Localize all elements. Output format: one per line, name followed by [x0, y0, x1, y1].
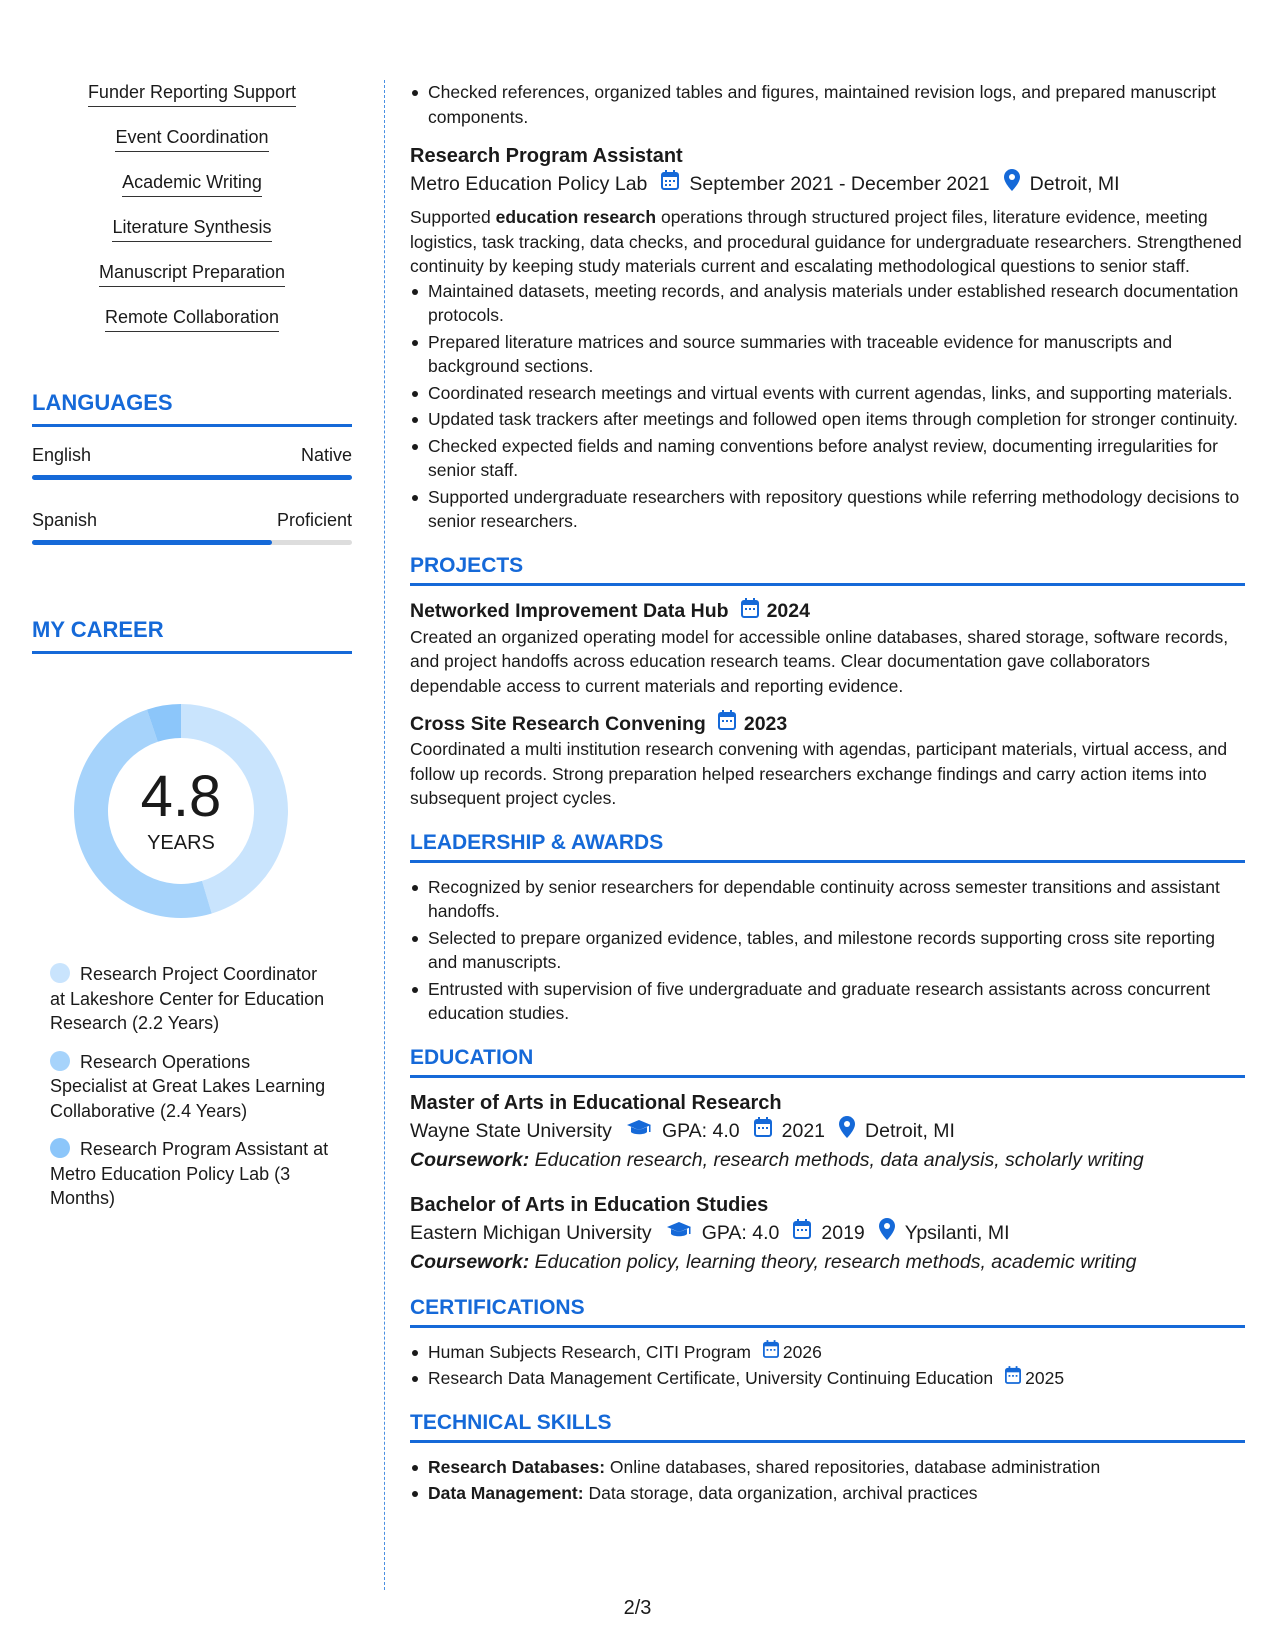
project-description: Coordinated a multi institution research convening with agendas, participant materials, virtual access, and follow up records. Strong preparation helped researchers exchange findings and carry action items into subsequent project cycles. — [410, 739, 1228, 808]
school: Eastern Michigan University — [410, 1221, 652, 1244]
education-entry — [410, 1192, 1245, 1276]
graduation-cap-icon — [626, 1117, 652, 1145]
skill-tag: Funder Reporting Support — [88, 80, 296, 107]
calendar-icon — [793, 1219, 811, 1247]
bullet-item: Supported undergraduate researchers with repository questions while referring methodology decisions to senior researchers. — [410, 485, 1245, 534]
education-meta — [410, 1116, 1245, 1146]
legend-text: Research Program Assistant at Metro Education Policy Lab (3 Months) — [50, 1139, 329, 1208]
bullet-item: Recognized by senior researchers for dependable continuity across semester transitions and assistant handoffs. — [410, 875, 1245, 924]
technical-skills-list — [410, 1455, 1245, 1506]
language-item — [32, 443, 352, 480]
bullet-item: Prepared literature matrices and source summaries with traceable evidence for manuscripts and background sections. — [410, 330, 1245, 379]
language-bar — [32, 540, 352, 545]
calendar-icon — [661, 170, 679, 198]
language-name: Spanish — [32, 510, 98, 530]
career-section — [32, 617, 352, 1211]
skill-tag: Event Coordination — [115, 125, 268, 152]
page-number: 2/3 — [623, 1597, 652, 1619]
bullet-item: Checked expected fields and naming conventions before analyst review, documenting irregularities for senior staff. — [410, 434, 1245, 483]
project-title: Cross Site Research Convening — [410, 712, 706, 735]
technical-skill-item: Data Management: Data storage, data organization, archival practices — [410, 1481, 1245, 1506]
bullet-item: Coordinated research meetings and virtual events with current agendas, links, and supporting materials. — [410, 381, 1245, 406]
job-bullets — [410, 279, 1245, 534]
legend-dot — [50, 963, 70, 983]
career-heading: MY CAREER — [32, 617, 352, 654]
project-entry — [410, 710, 1245, 811]
bullet-item: Entrusted with supervision of five undergraduate and graduate research assistants across concurrent education studies. — [410, 977, 1245, 1026]
main-column — [410, 80, 1245, 1508]
degree: Master of Arts in Educational Research — [410, 1091, 782, 1114]
calendar-icon — [741, 598, 759, 625]
career-legend-item — [50, 1050, 330, 1124]
column-divider — [384, 80, 385, 1590]
calendar-icon — [763, 1340, 779, 1365]
leadership-bullets — [410, 875, 1245, 1026]
certifications-heading: CERTIFICATIONS — [410, 1296, 1245, 1328]
skill-tag: Literature Synthesis — [112, 215, 271, 242]
language-item — [32, 508, 352, 545]
project-entry — [410, 598, 1245, 699]
languages-heading: LANGUAGES — [32, 390, 352, 427]
job-entry — [410, 143, 1245, 534]
project-year: 2023 — [743, 712, 788, 735]
projects-heading: PROJECTS — [410, 554, 1245, 586]
certifications-list — [410, 1340, 1245, 1391]
gpa: GPA: 4.0 — [661, 1119, 740, 1142]
skill-tag: Academic Writing — [122, 170, 262, 197]
legend-dot — [50, 1051, 70, 1071]
skill-tags — [32, 80, 352, 350]
language-name: English — [32, 445, 92, 465]
leadership-heading: LEADERSHIP & AWARDS — [410, 831, 1245, 863]
graduation-cap-icon — [666, 1219, 692, 1247]
career-legend-item — [50, 1137, 330, 1211]
job-location: Detroit, MI — [1029, 173, 1120, 195]
project-description: Created an organized operating model for accessible online databases, shared storage, software records, and project handoffs across education research teams. Clear documentation gave collaborators dependable access to current materials and reporting evidence. — [410, 626, 1229, 696]
technical-skill-item: Research Databases: Online databases, shared repositories, database administration — [410, 1455, 1245, 1480]
job-meta — [410, 169, 1245, 199]
school-location: Detroit, MI — [865, 1119, 955, 1142]
bullet-item: Maintained datasets, meeting records, and analysis materials under established research documentation protocols. — [410, 279, 1245, 328]
language-level: Native — [300, 445, 352, 465]
job-dates: September 2021 - December 2021 — [689, 173, 990, 195]
career-legend-item — [50, 962, 330, 1036]
project-year: 2024 — [766, 600, 810, 622]
coursework: Coursework: Education policy, learning theory, research methods, academic writing — [410, 1250, 1137, 1273]
legend-dot — [50, 1138, 70, 1158]
job-summary: Supported education research operations through structured project files, literature evidence, meeting logistics, task tracking, data checks, and procedural guidance for undergraduate researchers. Strengthened continuity by keeping study materials current and escalating methodological questions to senior staff. — [410, 207, 1242, 276]
job-org: Metro Education Policy Lab — [410, 173, 648, 195]
graduation-year: 2021 — [781, 1119, 826, 1142]
calendar-icon — [1005, 1366, 1021, 1391]
legend-text: Research Project Coordinator at Lakeshore Center for Education Research (2.2 Years) — [50, 964, 325, 1033]
bullet-item: Checked references, organized tables and figures, maintained revision logs, and prepared manuscript components. — [410, 80, 1245, 129]
bullet-item: Updated task trackers after meetings and followed open items through completion for stronger continuity. — [410, 407, 1245, 432]
map-pin-icon — [1004, 169, 1020, 199]
technical-skills-heading: TECHNICAL SKILLS — [410, 1411, 1245, 1443]
job-title: Research Program Assistant — [410, 145, 683, 167]
calendar-icon — [754, 1117, 772, 1145]
degree: Bachelor of Arts in Education Studies — [410, 1193, 769, 1216]
language-bar-fill — [32, 475, 352, 480]
project-title: Networked Improvement Data Hub — [410, 600, 729, 622]
map-pin-icon — [879, 1218, 895, 1248]
career-unit: YEARS — [147, 831, 215, 854]
map-pin-icon — [839, 1116, 855, 1146]
graduation-year: 2019 — [821, 1221, 865, 1244]
certification-item: Human Subjects Research, CITI Program 2026 — [410, 1340, 1245, 1365]
carry-over-bullets — [410, 80, 1245, 129]
school-location: Ypsilanti, MI — [904, 1221, 1010, 1244]
languages-section — [32, 390, 352, 545]
career-total: 4.8 — [140, 763, 222, 829]
legend-text: Research Operations Specialist at Great Lakes Learning Collaborative (2.4 Years) — [50, 1051, 326, 1121]
education-meta — [410, 1218, 1245, 1248]
certification-item: Research Data Management Certificate, University Continuing Education 2025 — [410, 1366, 1245, 1391]
language-bar-fill — [32, 540, 272, 545]
education-entry — [410, 1090, 1245, 1174]
calendar-icon — [718, 710, 736, 737]
coursework: Coursework: Education research, research methods, data analysis, scholarly writing — [410, 1148, 1144, 1171]
sidebar — [32, 80, 352, 1225]
bullet-item: Selected to prepare organized evidence, tables, and milestone records supporting cross site reporting and manuscripts. — [410, 926, 1245, 975]
gpa: GPA: 4.0 — [701, 1221, 780, 1244]
career-donut — [66, 696, 296, 926]
language-level: Proficient — [276, 510, 352, 530]
skill-tag: Remote Collaboration — [105, 305, 279, 332]
skill-tag: Manuscript Preparation — [99, 260, 285, 287]
language-bar — [32, 475, 352, 480]
school: Wayne State University — [410, 1119, 612, 1142]
career-legend — [50, 962, 330, 1211]
education-heading: EDUCATION — [410, 1046, 1245, 1078]
